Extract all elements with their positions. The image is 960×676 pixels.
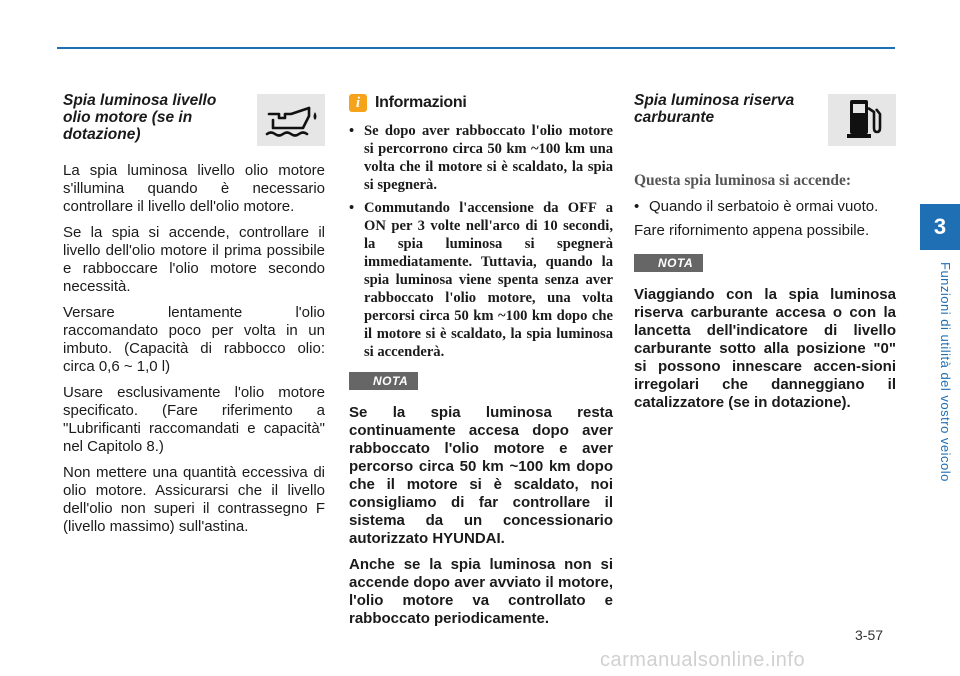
list-item: • Commutando l'accensione da OFF a ON per 3 volte nell'arco di 10 secondi, la spia luminosa si spegnerà immediatamente. Tuttavia, quando la spia luminosa viene spenta senza aver rabboccato l'olio motore, una volta percorsi circa 50 km ~100 km dopo che il motore si è scaldato, la spia luminosa si accenderà.: [349, 199, 613, 361]
nota-paragraph: Se la spia luminosa resta continuamente accesa dopo aver rabboccato l'olio motore e aver percorso circa 50 km ~100 km dopo che il motore si è scaldato, noi consigliamo di far controllare il sistema da un concessionario autorizzato HYUNDAI.: [349, 404, 613, 547]
paragraph: La spia luminosa livello olio motore s'illumina quando è necessario controllare il livello dell'olio motore.: [63, 162, 325, 215]
paragraph: Usare esclusivamente l'olio motore specificato. (Fare riferimento a "Lubrificanti raccomandati e capacità" nel Capitolo 8.): [63, 384, 325, 455]
section-title: Spia luminosa livello olio motore (se in dotazione): [63, 92, 217, 143]
nota-paragraph: Viaggiando con la spia luminosa riserva carburante accesa o con la lancetta dell'indicatore di livello carburante sotto alla posizione "0" si possono innescare accen-sioni irregolari che danneggiano il catalizzatore (se in dotazione).: [634, 286, 896, 411]
oil-level-section: [63, 92, 325, 544]
oil-can-icon: [257, 94, 325, 146]
info-list: [349, 122, 613, 361]
subheading: Questa spia luminosa si accende:: [634, 172, 852, 189]
section-title: Spia luminosa riserva carburante: [634, 92, 795, 126]
fuel-pump-icon: [828, 94, 896, 146]
chapter-title: Funzioni di utilità del vostro veicolo: [938, 262, 953, 482]
page-number: 3-57: [855, 627, 884, 643]
chapter-tab: 3: [920, 204, 960, 250]
info-title: Informazioni: [375, 94, 467, 111]
info-icon: i: [349, 94, 367, 112]
paragraph: Fare rifornimento appena possibile.: [634, 222, 870, 239]
watermark: carmanualsonline.info: [600, 649, 806, 671]
paragraph: Se la spia si accende, controllare il livello dell'olio motore il prima possibile e rabboccare l'olio motore secondo necessità.: [63, 224, 325, 295]
fuel-reserve-section: [634, 92, 896, 420]
list-item: • Quando il serbatoio è ormai vuoto.: [634, 198, 896, 216]
info-section: [349, 92, 613, 636]
nota-badge: NOTA: [634, 254, 703, 272]
top-rule: [57, 47, 895, 49]
nota-badge: NOTA: [349, 372, 418, 390]
nota-paragraph: Anche se la spia luminosa non si accende dopo aver avviato il motore, l'olio motore va controllato e rabboccato periodicamente.: [349, 556, 613, 627]
paragraph: Non mettere una quantità eccessiva di olio motore. Assicurarsi che il livello dell'olio non superi il contrassegno F (livello massimo) sull'astina.: [63, 464, 325, 535]
paragraph: Versare lentamente l'olio raccomandato poco per volta in un imbuto. (Capacità di rabbocco olio: circa 0,6 ~ 1,0 l): [63, 304, 325, 375]
list-item: • Se dopo aver rabboccato l'olio motore si percorrono circa 50 km ~100 km una volta che il motore si è scaldato, la spia si spegnerà.: [349, 122, 613, 194]
